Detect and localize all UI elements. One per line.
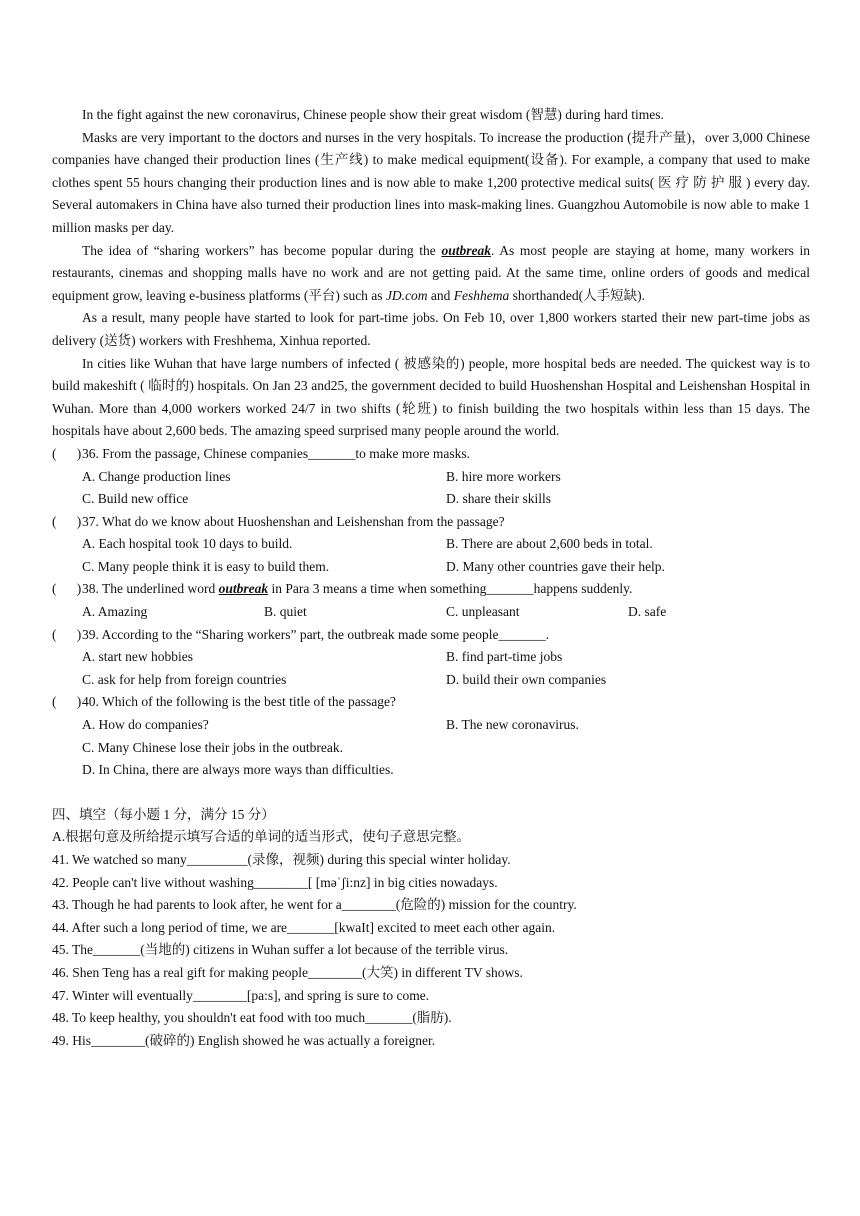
option-c: C. Many Chinese lose their jobs in the outbreak.	[82, 739, 343, 755]
stem-a: 38. The underlined word	[82, 581, 219, 597]
question-38	[52, 578, 810, 601]
fill-item-42: 42. People can't live without washing________[ [məˈʃi:nz] in big cities nowadays.	[52, 874, 498, 890]
fill-item-44: 44. After such a long period of time, we are_______[kwaIt] excited to meet each other again.	[52, 919, 556, 935]
fill-item-49: 49. His________(破碎的) English showed he was actually a foreigner.	[52, 1032, 436, 1048]
option-a: A. Amazing	[82, 604, 148, 620]
answer-blank[interactable]: ( )	[52, 626, 82, 642]
passage-paragraph-4: As a result, many people have started to look for part-time jobs. On Feb 10, over 1,800 workers started their new part-time jobs as delivery (送货) workers with Freshhema, Xinhua reported.	[52, 310, 810, 348]
underlined-word-outbreak: outbreak	[441, 242, 491, 258]
p3-text-b: . As most people are staying at home, many workers in restaurants, cinemas and shopping malls have no work and are not getting paid. At the same time, online orders of goods and medical equipment grow, leaving e-business platforms (平台) such as	[52, 242, 810, 303]
options-36	[52, 466, 810, 511]
exam-page	[52, 104, 810, 1052]
option-d: D. share their skills	[446, 491, 551, 507]
option-a: A. Each hospital took 10 days to build.	[82, 536, 293, 552]
p3-text-a: The idea of “sharing workers” has become popular during the	[82, 242, 442, 258]
option-c: C. ask for help from foreign countries	[82, 671, 287, 687]
option-b: B. There are about 2,600 beds in total.	[446, 536, 653, 552]
option-d: D. Many other countries gave their help.	[446, 558, 665, 574]
fill-item-41: 41. We watched so many_________(录像，视频) during this special winter holiday.	[52, 852, 511, 867]
option-a: A. Change production lines	[82, 468, 231, 484]
fill-item-48: 48. To keep healthy, you shouldn't eat food with too much_______(脂肪).	[52, 1010, 452, 1026]
passage-paragraph-5: In cities like Wuhan that have large numbers of infected ( 被感染的) people, more hospital beds are needed. The quickest way is to build makeshift ( 临时的) hospitals. On Jan 23 and25, the government decided to build Huoshenshan Hospital and Leishenshan Hospital in Wuhan. More than 4,000 workers worked 24/7 in two shifts (轮班) to finish building the two hospitals within less than 15 days. The hospitals have about 2,600 beds. The amazing speed surprised many people around the world.	[52, 355, 810, 439]
option-d: D. safe	[628, 604, 667, 620]
passage-paragraph-2: Masks are very important to the doctors and nurses in the very hospitals. To increase the production (提升产量)，over 3,000 Chinese companies have changed their production lines (生产线) to make medical equipment(设备). For example, a company that used to make clothes spent 55 hours changing their production lines and is now able to make 1,200 protective medical suits( 医 疗 防 护 服 ) every day. Several automakers in China have also turned their production lines into mask-making lines. Guangzhou Automobile is now able to make 1 million masks per day.	[52, 129, 810, 235]
fill-item-45: 45. The_______(当地的) citizens in Wuhan suffer a lot because of the terrible virus.	[52, 942, 509, 958]
options-39	[52, 646, 810, 691]
question-37	[52, 511, 810, 534]
passage-paragraph-3	[52, 240, 810, 308]
underlined-word-outbreak: outbreak	[218, 581, 269, 597]
question-stem: 36. From the passage, Chinese companies_______to make more masks.	[82, 445, 471, 461]
p3-text-c: shorthanded(人手短缺).	[509, 287, 646, 303]
answer-blank[interactable]: ( )	[52, 513, 82, 529]
option-d: D. build their own companies	[446, 671, 607, 687]
options-37	[52, 533, 810, 578]
fill-item-47: 47. Winter will eventually________[pa:s], and spring is sure to come.	[52, 987, 430, 1003]
question-stem: 40. Which of the following is the best title of the passage?	[82, 694, 396, 710]
answer-blank[interactable]: ( )	[52, 581, 82, 597]
section-4-instruction: A.根据句意及所给提示填写合适的单词的适当形式，使句子意思完整。	[52, 829, 471, 845]
question-stem: 39. According to the “Sharing workers” part, the outbreak made some people_______.	[82, 626, 550, 642]
fill-item-43: 43. Though he had parents to look after, he went for a________(危险的) mission for the country.	[52, 897, 577, 913]
option-b: B. find part-time jobs	[446, 649, 563, 665]
question-39	[52, 624, 810, 647]
option-a: A. How do companies?	[82, 717, 209, 733]
passage-paragraph-1: In the fight against the new coronavirus, Chinese people show their great wisdom (智慧) during hard times.	[82, 107, 664, 122]
jd-com-name: JD.com	[385, 287, 428, 303]
option-b: B. quiet	[264, 604, 307, 620]
option-c: C. unpleasant	[446, 604, 520, 620]
options-38	[52, 601, 810, 624]
question-stem: 37. What do we know about Huoshenshan and Leishenshan from the passage?	[82, 513, 505, 529]
option-b: B. hire more workers	[446, 468, 561, 484]
p3-and: and	[427, 287, 454, 303]
answer-blank[interactable]: ( )	[52, 694, 82, 710]
stem-b: in Para 3 means a time when something_______happens suddenly.	[268, 581, 633, 597]
question-40	[52, 691, 810, 714]
question-36	[52, 443, 810, 466]
section-gap	[52, 782, 810, 804]
option-b: B. The new coronavirus.	[446, 717, 579, 733]
fill-item-46: 46. Shen Teng has a real gift for making people________(大笑) in different TV shows.	[52, 964, 523, 980]
options-40	[52, 714, 810, 782]
option-a: A. start new hobbies	[82, 649, 193, 665]
freshhema-name: Feshhema	[453, 287, 510, 303]
question-stem	[82, 578, 810, 601]
answer-blank[interactable]: ( )	[52, 445, 82, 461]
section-4-heading: 四、填空（每小题 1 分，满分 15 分）	[52, 806, 275, 822]
option-c: C. Build new office	[82, 491, 189, 507]
option-d: D. In China, there are always more ways than difficulties.	[82, 762, 394, 778]
option-c: C. Many people think it is easy to build them.	[82, 558, 330, 574]
